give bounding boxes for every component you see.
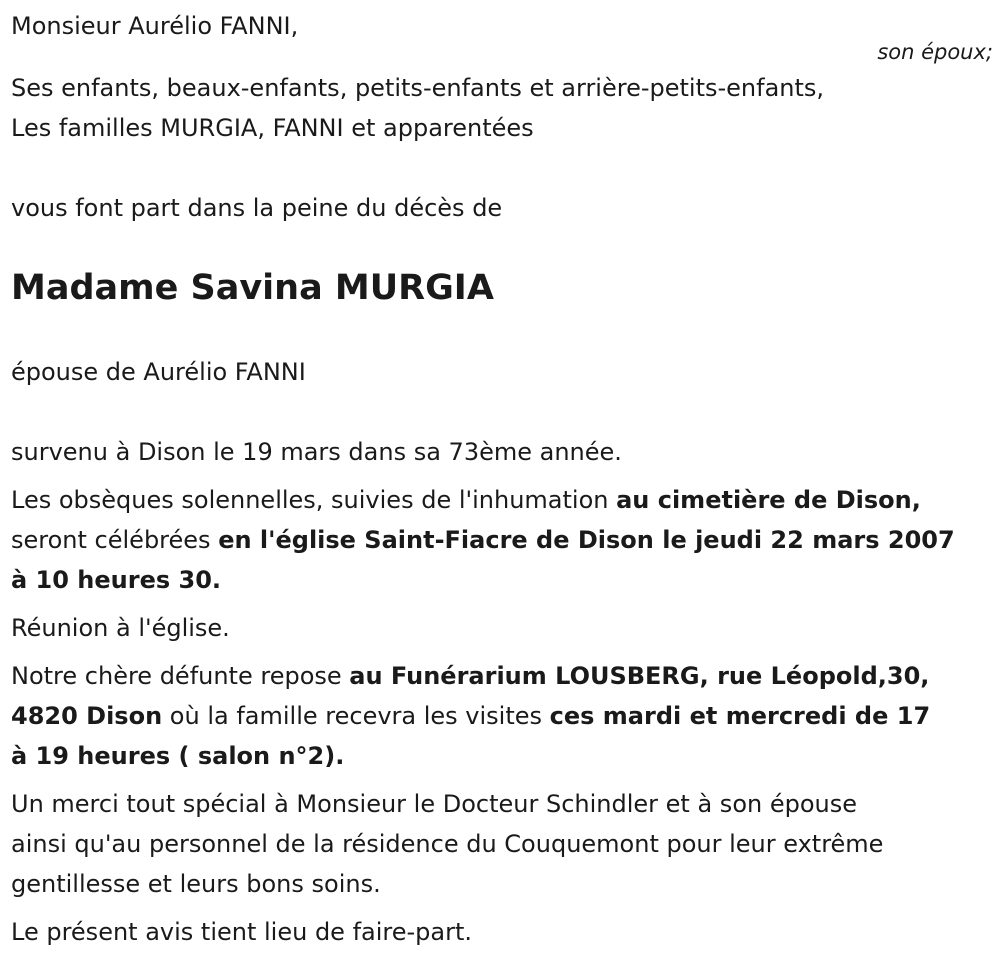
repose-city: 4820 Dison xyxy=(11,702,163,730)
thanks-line-3: gentillesse et leurs bons soins. xyxy=(11,870,381,898)
spouse-name: Monsieur Aurélio FANNI, xyxy=(11,12,299,40)
family-line-2: Les familles MURGIA, FANNI et apparentées xyxy=(11,114,534,142)
death-info: survenu à Dison le 19 mars dans sa 73ème année. xyxy=(11,438,622,466)
repose-line-2 xyxy=(11,696,991,736)
repose-days: ces mardi et mercredi de 17 xyxy=(549,702,931,730)
deceased-name: Madame Savina MURGIA xyxy=(11,268,494,308)
death-notice xyxy=(11,0,991,952)
repose-text-1: Notre chère défunte repose xyxy=(11,662,350,690)
thanks-line-2: ainsi qu'au personnel de la résidence du Couquemont pour leur extrême xyxy=(11,830,884,858)
funeral-line-2 xyxy=(11,520,991,560)
spouse-of: épouse de Aurélio FANNI xyxy=(11,358,306,386)
family-line-1: Ses enfants, beaux-enfants, petits-enfants et arrière-petits-enfants, xyxy=(11,74,825,102)
repose-text-2: où la famille recevra les visites xyxy=(162,702,550,730)
funeral-time: à 10 heures 30. xyxy=(11,566,222,594)
repose-line-1 xyxy=(11,656,991,696)
spouse-role: son époux; xyxy=(877,40,993,64)
funeral-line-1 xyxy=(11,480,991,520)
funeral-line-3 xyxy=(11,560,991,600)
announcement: vous font part dans la peine du décès de xyxy=(11,194,503,222)
funeral-text-1: Les obsèques solennelles, suivies de l'inhumation xyxy=(11,486,617,514)
funeral-church: en l'église Saint-Fiacre de Dison le jeudi 22 mars 2007 xyxy=(218,526,955,554)
funeral-cemetery: au cimetière de Dison, xyxy=(616,486,921,514)
repose-hours: à 19 heures ( salon n°2). xyxy=(11,742,345,770)
funeral-text-2: seront célébrées xyxy=(11,526,219,554)
repose-line-3 xyxy=(11,736,991,776)
repose-funerarium: au Funérarium LOUSBERG, rue Léopold,30, xyxy=(349,662,930,690)
thanks-line-1: Un merci tout spécial à Monsieur le Docteur Schindler et à son épouse xyxy=(11,790,857,818)
meeting-info: Réunion à l'église. xyxy=(11,614,230,642)
closing-note: Le présent avis tient lieu de faire-part. xyxy=(11,918,473,946)
